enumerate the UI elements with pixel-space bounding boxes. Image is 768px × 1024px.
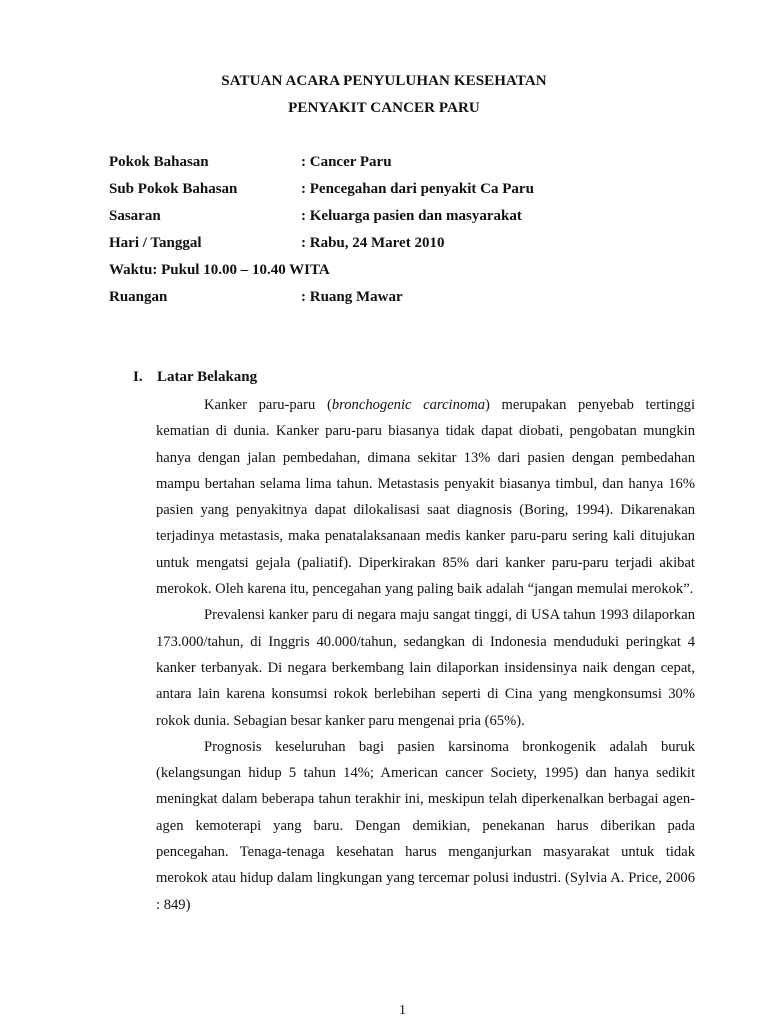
meta-row-ruangan (109, 286, 669, 313)
paragraph: Prognosis keseluruhan bagi pasien karsinoma bronkogenik adalah buruk (kelangsungan hidup 5 tahun 14%; American cancer Society, 1995) dan hanya sedikit meningkat dalam beberapa tahun terakhir ini, meskipun telah diperkenalkan berbagai agen-agen kemoterapi yang baru. Dengan demikian, penekanan harus diberikan pada pencegahan. Tenaga-tenaga kesehatan harus menganjurkan masyarakat untuk tidak merokok atau hidup dalam lingkungan yang tercemar polusi industri. (Sylvia A. Price, 2006 : 849) (156, 738, 695, 913)
meta-time: Waktu: Pukul 10.00 – 10.40 WITA (109, 262, 330, 278)
meta-table (109, 151, 669, 313)
meta-label: Sasaran (109, 208, 161, 224)
section-heading (133, 366, 257, 388)
meta-row-sub-pokok-bahasan (109, 178, 669, 205)
section-number: I. (133, 369, 143, 385)
section-body (156, 392, 695, 918)
paragraph (156, 392, 695, 602)
paragraph-text: Kanker paru-paru ( (204, 397, 332, 413)
meta-label: Ruangan (109, 289, 168, 305)
meta-value: : Ruang Mawar (301, 289, 403, 305)
paragraph: Prevalensi kanker paru di negara maju sangat tinggi, di USA tahun 1993 dilaporkan 173.000/tahun, di Inggris 40.000/tahun, sedangkan di Indonesia menduduki peringkat 4 kanker terbanyak. Di negara berkembang lain dilaporkan insidensinya naik dengan cepat, antara lain karena konsumsi rokok berlebihan seperti di Cina yang mengkonsumsi 30% rokok dunia. Sebagian besar kanker paru mengenai pria (65%). (156, 607, 695, 729)
meta-row-pokok-bahasan (109, 151, 669, 178)
meta-value: : Keluarga pasien dan masyarakat (301, 208, 522, 224)
meta-label: Hari / Tanggal (109, 235, 202, 251)
italic-term: bronchogenic carcinoma (331, 397, 486, 413)
meta-value: : Cancer Paru (301, 154, 392, 170)
meta-value: : Pencegahan dari penyakit Ca Paru (301, 181, 534, 197)
meta-row-sasaran (109, 205, 669, 232)
meta-label: Sub Pokok Bahasan (109, 181, 238, 197)
paragraph-text: ) merupakan penyebab tertinggi kematian di dunia. Kanker paru-paru biasanya tidak dapat diobati, pengobatan mungkin hanya dengan jalan pembedahan, dimana sekitar 13% dari pasien dengan pembedahan mampu bertahan selama lima tahun. Metastasis penyakit biasanya timbul, dan hanya 16% pasien yang penyakitnya dapat dilokalisasi saat diagnosis (Boring, 1994). Dikarenakan terjadinya metastasis, maka penatalaksanaan medis kanker paru-paru sering kali ditujukan untuk mengatsi gejala (paliatif). Diperkirakan 85% dari kanker paru-paru terjadi akibat merokok. Oleh karena itu, pencegahan yang paling baik adalah “jangan memulai merokok”. (156, 397, 695, 598)
document-subtitle: PENYAKIT CANCER PARU (288, 100, 480, 116)
meta-row-waktu (109, 259, 669, 286)
meta-label: Pokok Bahasan (109, 154, 209, 170)
section-title: Latar Belakang (157, 369, 258, 385)
meta-value: : Rabu, 24 Maret 2010 (301, 235, 445, 251)
document-title: SATUAN ACARA PENYULUHAN KESEHATAN (221, 73, 547, 89)
meta-row-hari-tanggal (109, 232, 669, 259)
page-number: 1 (399, 1003, 406, 1018)
